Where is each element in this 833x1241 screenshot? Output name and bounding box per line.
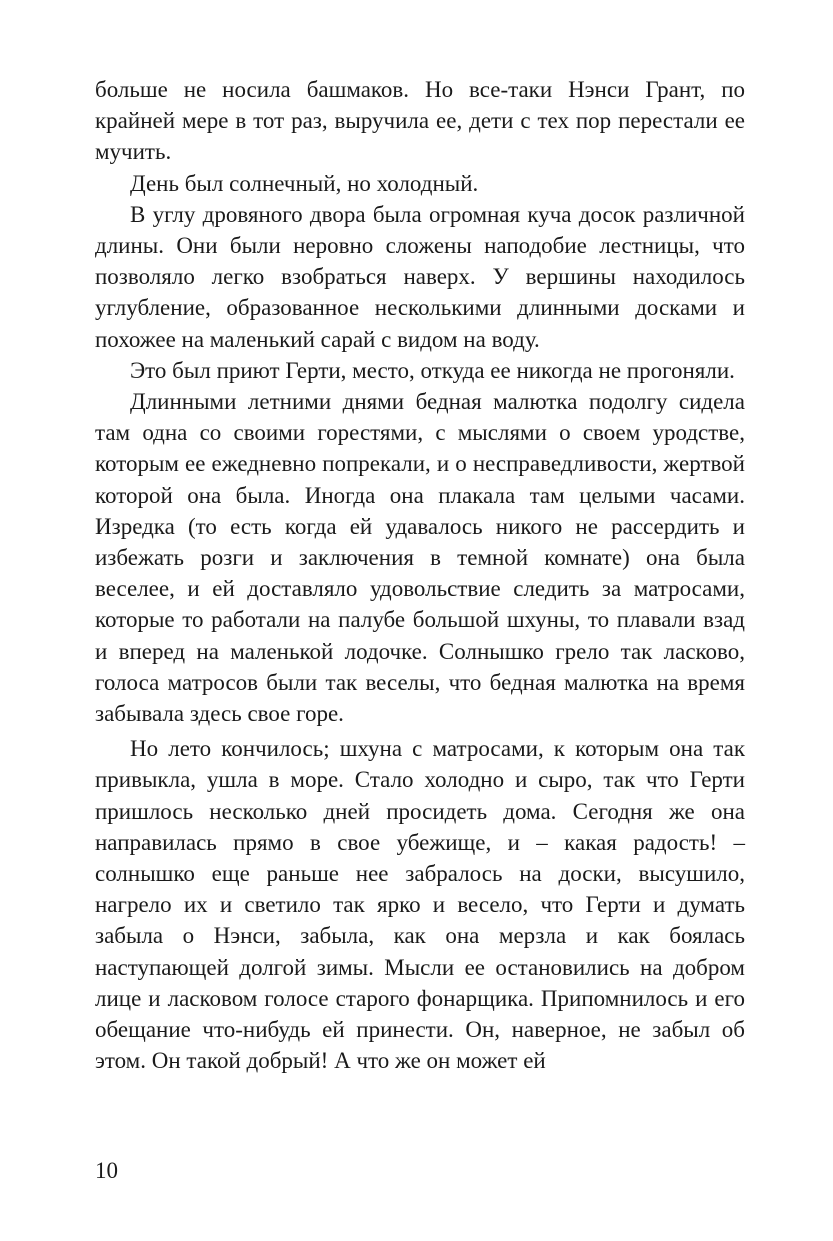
- paragraph-continued: больше не носила башмаков. Но все-таки Нэнси Грант, по крайней мере в тот раз, выручила ее, дети с тех пор перестали ее мучить.: [95, 77, 745, 165]
- page-number: 10: [95, 1158, 118, 1183]
- page-body-text: [95, 74, 745, 1077]
- paragraph-summer-ended: Но лето кончилось; шхуна с матросами, к которым она так привыкла, ушла в море. Стало холодно и сыро, так что Герти пришлось несколько дней просидеть дома. Сегодня же она направилась прямо в свое убежище, и – какая радость! – солнышко еще раньше нее забралось на доски, высушило, нагрело их и светило так ярко и весело, что Герти и думать забыла о Нэнси, забыла, как она мерзла и как боялась наступающей долгой зимы. Мысли ее остановились на добром лице и ласковом голосе старого фонарщика. Припомнилось и его обещание что-нибудь ей принести. Он, наверное, не забыл об этом. Он такой добрый! А что же он может ей: [95, 736, 745, 1074]
- paragraph-shelter: Это был приют Герти, место, откуда ее никогда не прогоняли.: [130, 357, 735, 383]
- paragraph-summer-days: Длинными летними днями бедная малютка подолгу сидела там одна со своими горестями, с мыслями о своем уродстве, которым ее ежедневно попрекали, и о несправедливости, жертвой которой она была. Иногда она плакала там целыми часами. Изредка (то есть когда ей удавалось никого не рассердить и избежать розги и заключения в темной комнате) она была веселее, и ей доставляло удовольствие следить за матросами, которые то работали на палубе большой шхуны, то плавали взад и вперед на маленькой лодочке. Солнышко грело так ласково, голоса матросов были так веселы, что бедная малютка на время забывала здесь свое горе.: [95, 389, 745, 727]
- paragraph-lumber-pile: В углу дровяного двора была огромная куча досок различной длины. Они были неровно сложены наподобие лестницы, что позволяло легко взобраться наверх. У вершины находилось углубление, образованное несколькими длинными досками и похожее на маленький сарай с видом на воду.: [95, 201, 745, 352]
- paragraph-weather: День был солнечный, но холодный.: [130, 170, 479, 196]
